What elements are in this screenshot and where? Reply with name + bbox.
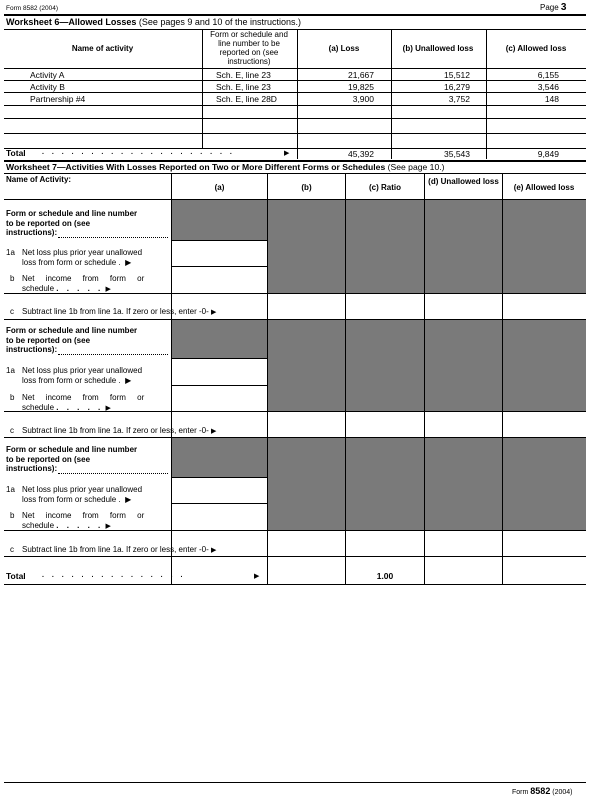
line-1c-label: Subtract line 1b from line 1a. If zero or less, enter -0- ▶ bbox=[22, 426, 217, 435]
line-1c-num: c bbox=[10, 545, 14, 554]
ws7-title: Worksheet 7—Activities With Losses Reported on Two or More Different Forms or Schedules (See page 10.) bbox=[6, 162, 445, 172]
loss-value: 3,900 bbox=[352, 94, 374, 104]
line-1c-num: c bbox=[10, 426, 14, 435]
shaded-cell bbox=[268, 438, 586, 530]
line-1b-label: Net income from form or schedule . . . . . ▶ bbox=[22, 393, 145, 412]
line-1b-label: Net income from form or schedule . . . . . ▶ bbox=[22, 274, 145, 293]
ws6-total-loss: 45,392 bbox=[348, 149, 374, 159]
shaded-cell bbox=[172, 200, 267, 240]
form-ref: Sch. E, line 23 bbox=[216, 82, 271, 92]
form-schedule-label: Form or schedule and line number to be reported on (see instructions): bbox=[6, 209, 138, 237]
allowed-value: 3,546 bbox=[537, 82, 559, 92]
shaded-cell bbox=[172, 438, 267, 477]
allowed-value: 6,155 bbox=[537, 70, 559, 80]
footer-form-label: Form 8582 (2004) bbox=[512, 786, 573, 796]
form-ref: Sch. E, line 23 bbox=[216, 70, 271, 80]
arrow-right-icon: ▶ bbox=[284, 150, 290, 157]
allowed-value: 148 bbox=[544, 94, 559, 104]
loss-value: 21,667 bbox=[348, 70, 374, 80]
ws7-col-e: (e) Allowed loss bbox=[513, 183, 575, 192]
ws6-col-loss: (a) Loss bbox=[328, 44, 360, 53]
unallowed-value: 15,512 bbox=[444, 70, 470, 80]
shaded-cell bbox=[172, 320, 267, 358]
ws7-total-ratio: 1.00 bbox=[376, 571, 394, 581]
line-1a-num: 1a bbox=[6, 248, 15, 257]
activity-name: Activity B bbox=[30, 82, 65, 92]
ws6-total-label: Total bbox=[6, 148, 26, 158]
ws6-col-form: Form or schedule and line number to be reported on (see instructions) bbox=[210, 30, 288, 66]
line-1a-label: Net loss plus prior year unallowed loss from form or schedule . ▶ bbox=[22, 248, 143, 267]
ws7-name-label: Name of Activity: bbox=[6, 175, 72, 184]
form-schedule-label: Form or schedule and line number to be reported on (see instructions): bbox=[6, 445, 138, 473]
ws6-total-leader: . . . . . . . . . . . . . . . . . . . . bbox=[42, 149, 235, 156]
ws7-col-b: (b) bbox=[301, 183, 312, 192]
ws7-total-label: Total bbox=[6, 571, 26, 581]
unallowed-value: 16,279 bbox=[444, 82, 470, 92]
ws6-total-allowed: 9,849 bbox=[537, 149, 559, 159]
ws7-total-leader: . . . . . . . . . . . . . . . bbox=[42, 572, 186, 579]
line-1a-num: 1a bbox=[6, 366, 15, 375]
line-1b-num: b bbox=[10, 274, 15, 283]
ws6-total-unallowed: 35,543 bbox=[444, 149, 470, 159]
ws6-col-name: Name of activity bbox=[71, 44, 134, 53]
shaded-cell bbox=[268, 320, 586, 411]
line-1c-num: c bbox=[10, 307, 14, 316]
arrow-right-icon: ▶ bbox=[254, 573, 260, 580]
ws6-col-allowed: (c) Allowed loss bbox=[505, 44, 567, 53]
line-1a-label: Net loss plus prior year unallowed loss from form or schedule . ▶ bbox=[22, 366, 143, 385]
loss-value: 19,825 bbox=[348, 82, 374, 92]
ws6-title: Worksheet 6—Allowed Losses (See pages 9 and 10 of the instructions.) bbox=[6, 17, 301, 27]
shaded-cell bbox=[268, 200, 586, 293]
form-header-label: Form 8582 (2004) bbox=[6, 5, 59, 12]
form-schedule-label: Form or schedule and line number to be reported on (see instructions): bbox=[6, 326, 138, 354]
activity-name: Partnership #4 bbox=[30, 94, 86, 104]
line-1a-num: 1a bbox=[6, 485, 15, 494]
line-1b-num: b bbox=[10, 393, 15, 402]
activity-name: Activity A bbox=[30, 70, 65, 80]
ws7-col-d: (d) Unallowed loss bbox=[428, 177, 499, 186]
ws6-col-unallowed: (b) Unallowed loss bbox=[402, 44, 474, 53]
ws7-col-c: (c) Ratio bbox=[369, 183, 401, 192]
form-ref: Sch. E, line 28D bbox=[216, 94, 277, 104]
line-1c-label: Subtract line 1b from line 1a. If zero or less, enter -0- ▶ bbox=[22, 545, 217, 554]
line-1b-num: b bbox=[10, 511, 15, 520]
page-indicator: Page 3 bbox=[540, 2, 567, 13]
ws6-top-rule bbox=[4, 14, 586, 16]
line-1a-label: Net loss plus prior year unallowed loss from form or schedule . ▶ bbox=[22, 485, 143, 504]
line-1b-label: Net income from form or schedule . . . . . ▶ bbox=[22, 511, 145, 530]
line-1c-label: Subtract line 1b from line 1a. If zero or less, enter -0- ▶ bbox=[22, 307, 217, 316]
ws7-col-a: (a) bbox=[214, 183, 225, 192]
unallowed-value: 3,752 bbox=[448, 94, 470, 104]
